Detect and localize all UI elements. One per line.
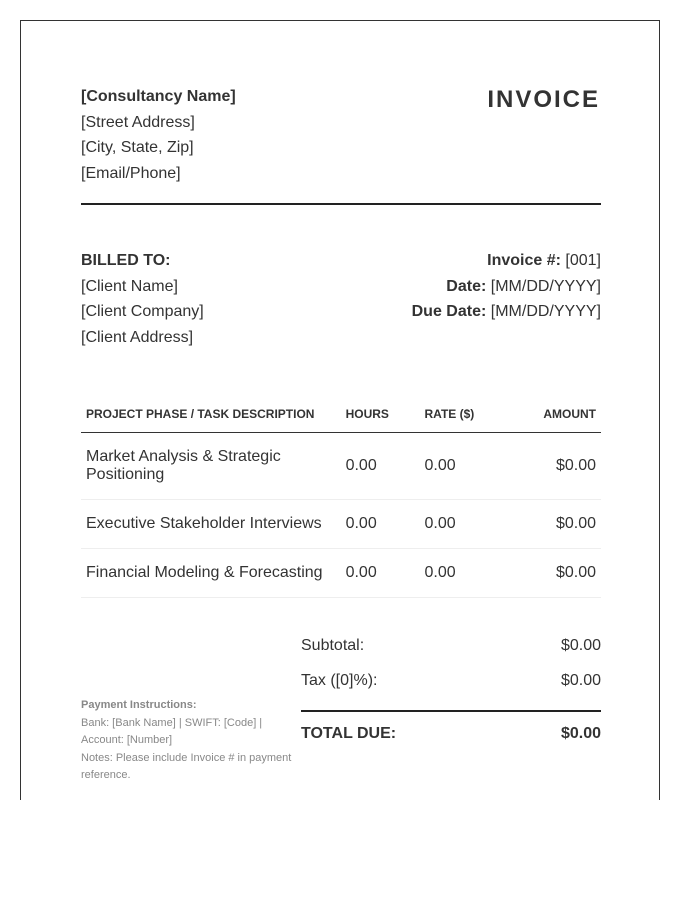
- header-hours: HOURS: [341, 396, 420, 433]
- billed-to-block: [81, 248, 204, 351]
- payment-notes: Notes: Please include Invoice # in payment reference.: [81, 751, 292, 782]
- due-date-label: Due Date:: [411, 303, 487, 321]
- row-rate: 0.00: [420, 433, 539, 500]
- row-description: Market Analysis & Strategic Positioning: [81, 433, 341, 500]
- header-amount: AMOUNT: [538, 396, 601, 433]
- due-date-line: [412, 299, 601, 325]
- total-due-value: $0.00: [560, 725, 601, 742]
- row-description: Financial Modeling & Forecasting: [81, 549, 341, 598]
- tax-row: [301, 663, 601, 698]
- header-divider: [81, 203, 601, 205]
- invoice-title: INVOICE: [487, 86, 600, 113]
- row-amount: $0.00: [538, 433, 601, 500]
- row-rate: 0.00: [420, 549, 539, 598]
- invoice-meta-block: [412, 248, 601, 325]
- payment-account: Account: [Number]: [81, 734, 173, 747]
- row-amount: $0.00: [538, 500, 601, 549]
- invoice-number-label: Invoice #:: [487, 252, 561, 269]
- consultancy-address-block: [81, 84, 236, 186]
- row-amount: $0.00: [538, 549, 601, 598]
- table-row: [81, 549, 601, 598]
- payment-instructions: [81, 697, 301, 785]
- invoice-date-line: [412, 274, 601, 300]
- line-items-table: [81, 396, 601, 598]
- total-due-label: TOTAL DUE:: [301, 725, 397, 742]
- billed-to-heading: BILLED TO:: [81, 252, 171, 269]
- client-name: [Client Name]: [81, 277, 178, 295]
- table-row: [81, 433, 601, 500]
- payment-heading: Payment Instructions:: [81, 699, 197, 711]
- total-due-row: [301, 712, 601, 756]
- tax-label: Tax ([0]%):: [301, 671, 378, 689]
- tax-value: $0.00: [560, 671, 601, 689]
- payment-bank: Bank: [Bank Name] | SWIFT: [Code] |: [81, 716, 263, 729]
- subtotal-row: [301, 628, 601, 663]
- client-address: [Client Address]: [81, 329, 194, 347]
- row-description: Executive Stakeholder Interviews: [81, 500, 341, 549]
- row-hours: 0.00: [341, 549, 420, 598]
- row-rate: 0.00: [420, 500, 539, 549]
- invoice-number-value: [001]: [565, 252, 601, 269]
- consultancy-city: [City, State, Zip]: [81, 139, 194, 156]
- table-header-row: [81, 396, 601, 433]
- consultancy-name: [Consultancy Name]: [81, 88, 236, 105]
- header-description: PROJECT PHASE / TASK DESCRIPTION: [81, 396, 341, 433]
- consultancy-street: [Street Address]: [81, 113, 195, 131]
- client-company: [Client Company]: [81, 303, 204, 321]
- due-date-value: [MM/DD/YYYY]: [490, 303, 601, 321]
- invoice-date-value: [MM/DD/YYYY]: [490, 277, 601, 295]
- subtotal-label: Subtotal:: [301, 636, 365, 654]
- header-rate: RATE ($): [420, 396, 539, 433]
- row-hours: 0.00: [341, 433, 420, 500]
- row-hours: 0.00: [341, 500, 420, 549]
- subtotal-value: $0.00: [560, 636, 601, 654]
- invoice-number-line: [412, 248, 601, 274]
- invoice-date-label: Date:: [446, 277, 487, 295]
- consultancy-contact: [Email/Phone]: [81, 164, 181, 182]
- totals-block: [301, 628, 601, 756]
- table-row: [81, 500, 601, 549]
